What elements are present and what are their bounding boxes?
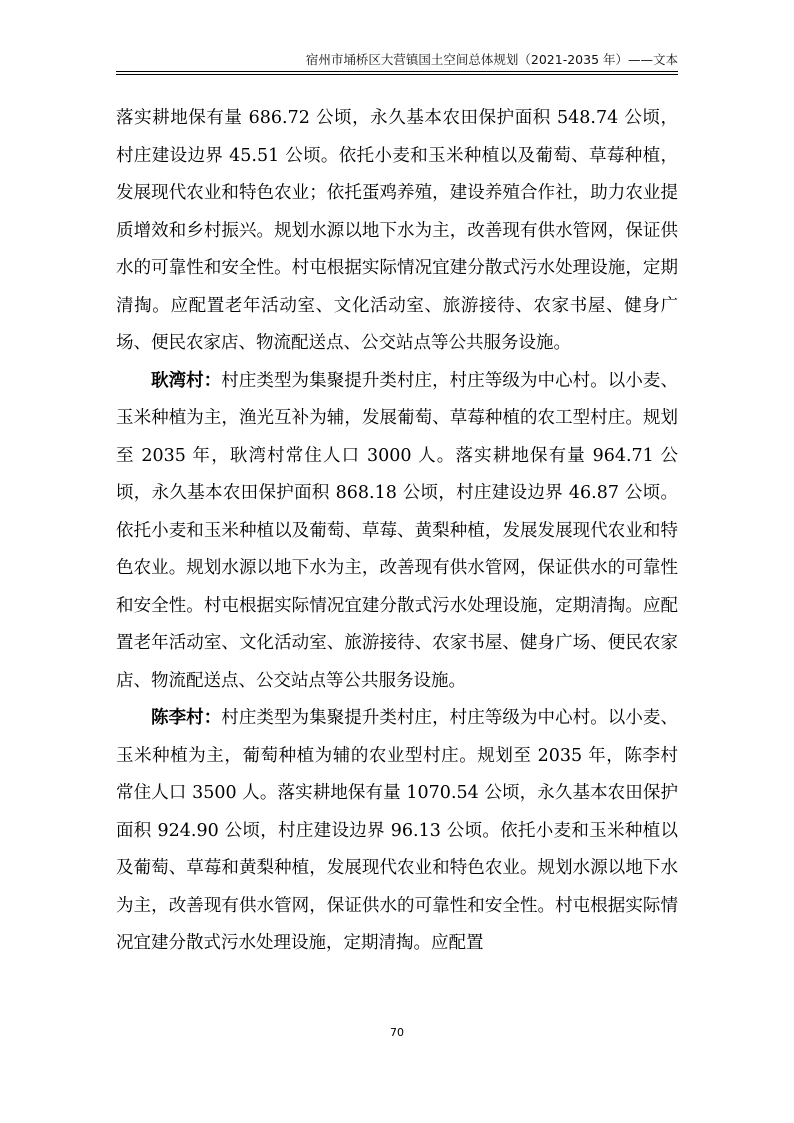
- paragraph-lead: 陈李村：: [151, 708, 222, 728]
- paragraph-lead: 耿湾村：: [151, 370, 222, 391]
- page-header: [116, 50, 678, 72]
- paragraph-continued: [116, 100, 678, 363]
- page-number: 70: [390, 1026, 404, 1039]
- paragraph-gengwan-village: [116, 363, 678, 701]
- paragraph-text: 村庄类型为集聚提升类村庄，村庄等级为中心村。以小麦、玉米种植为主，葡萄种植为辅的农业型村庄。规划至 2035 年，陈李村常住人口 3500 人。落实耕地保有量 1070.54 公顷，永久基本农田保护面积 924.90 公顷，村庄建设边界 96.13 公顷。依托小麦和玉米种植以及葡萄、草莓和黄梨种植，发展现代农业和特色农业。规划水源以地下水为主，改善现有供水管网，保证供水的可靠性和安全性。村屯根据实际情况宜建分散式污水处理设施，定期清掏。应配置: [116, 708, 679, 953]
- document-body: [116, 100, 678, 963]
- paragraph-chenli-village: [116, 700, 678, 963]
- paragraph-text: 村庄类型为集聚提升类村庄，村庄等级为中心村。以小麦、玉米种植为主，渔光互补为辅，发展葡萄、草莓种植的农工型村庄。规划至 2035 年，耿湾村常住人口 3000 人。落实耕地保有量 964.71 公顷，永久基本农田保护面积 868.18 公顷，村庄建设边界 46.87 公顷。依托小麦和玉米种植以及葡萄、草莓、黄梨种植，发展发展现代农业和特色农业。规划水源以地下水为主，改善现有供水管网，保证供水的可靠性和安全性。村屯根据实际情况宜建分散式污水处理设施，定期清掏。应配置老年活动室、文化活动室、旅游接待、农家书屋、健身广场、便民农家店、物流配送点、公交站点等公共服务设施。: [116, 370, 679, 691]
- paragraph-text: 落实耕地保有量 686.72 公顷，永久基本农田保护面积 548.74 公顷，村庄建设边界 45.51 公顷。依托小麦和玉米种植以及葡萄、草莓种植，发展现代农业和特色农业；依托蛋鸡养殖，建设养殖合作社，助力农业提质增效和乡村振兴。规划水源以地下水为主，改善现有供水管网，保证供水的可靠性和安全性。村屯根据实际情况宜建分散式污水处理设施，定期清掏。应配置老年活动室、文化活动室、旅游接待、农家书屋、健身广场、便民农家店、物流配送点、公交站点等公共服务设施。: [116, 108, 678, 353]
- header-title: 宿州市埇桥区大营镇国土空间总体规划（2021-2035 年）——文本: [305, 52, 678, 67]
